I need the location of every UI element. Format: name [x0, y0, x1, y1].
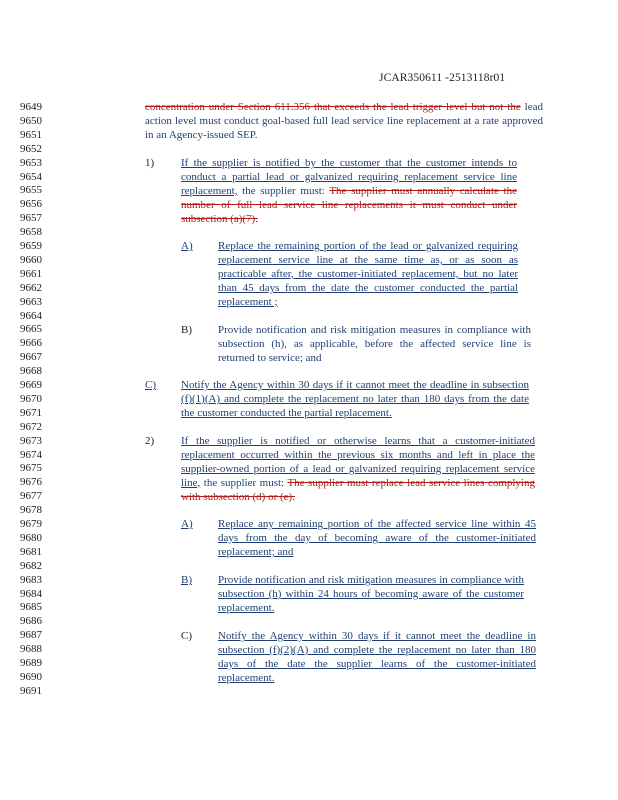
line-number: 9672: [20, 420, 42, 433]
deleted-text: The supplier must annually calculate the number of full lead service line replacements it must conduct under subsection (a)(7).: [181, 184, 517, 225]
paragraph-2b: Provide notification and risk mitigation measures in compliance with subsection (h) within 24 hours of becoming aware of the customer replacement.: [218, 574, 524, 614]
paragraph-intro: [145, 101, 543, 143]
item-label-2b: B): [181, 574, 192, 586]
line-number: 9657: [20, 212, 42, 225]
line-number: 9668: [20, 365, 42, 378]
line-number: 9655: [20, 184, 42, 197]
line-number: 9662: [20, 281, 42, 294]
plain-text: the supplier must:: [200, 476, 288, 489]
inserted-text: lead action level must conduct goal-based full lead service line replacement at a rate approved in an Agency-issued SEP.: [145, 101, 543, 141]
inserted-text: If the supplier is notified by the customer that the customer intends to conduct a partial lead or galvanized requiring replacement service line replacement,: [181, 157, 517, 197]
item-label-2: 2): [145, 435, 155, 447]
line-number: 9686: [20, 615, 42, 628]
line-number: 9687: [20, 629, 42, 642]
item-label-1b: B): [181, 324, 192, 336]
line-number: 9676: [20, 476, 42, 489]
paragraph-1c: Notify the Agency within 30 days if it cannot meet the deadline in subsection (f)(1)(A) and complete the replacement no later than 180 days from the date the customer conducted the partial replacement.: [181, 379, 529, 419]
paragraph-1b: Provide notification and risk mitigation measures in compliance with subsection (h), as applicable, before the affected service line is returned to service; and: [218, 324, 531, 364]
line-number: 9673: [20, 434, 42, 447]
line-number: 9658: [20, 226, 42, 239]
deleted-text: The supplier must replace lead service lines complying with subsection (d) or (e).: [181, 476, 535, 503]
paragraph-2c: Notify the Agency within 30 days if it cannot meet the deadline in subsection (f)(2)(A) and complete the replacement no later than 180 days of the date the supplier learns of the customer-initiated replacement.: [218, 630, 536, 684]
line-number: 9677: [20, 490, 42, 503]
line-number: 9654: [20, 170, 42, 183]
item-label-2c: C): [181, 630, 192, 642]
line-number: 9667: [20, 351, 42, 364]
line-number: 9665: [20, 323, 42, 336]
line-number: 9688: [20, 643, 42, 656]
line-number: 9661: [20, 267, 42, 280]
plain-text: the supplier must:: [237, 184, 330, 197]
line-number: 9670: [20, 392, 42, 405]
line-number: 9652: [20, 142, 42, 155]
paragraph-2: [181, 435, 535, 505]
line-number: 9683: [20, 573, 42, 586]
inserted-text: If the supplier is notified or otherwise learns that a customer-initiated replacement occurred within the previous six months and left in place the supplier-owned portion of a lead or galvanized requiring replacement service line,: [181, 435, 535, 489]
line-number: 9690: [20, 670, 42, 683]
paragraph-1: [181, 157, 517, 227]
line-number: 9681: [20, 545, 42, 558]
deleted-text: concentration under Section 611.356 that exceeds the lead trigger level but not the: [145, 101, 521, 113]
line-number: 9674: [20, 448, 42, 461]
line-number: 9675: [20, 462, 42, 475]
line-number: 9680: [20, 531, 42, 544]
paragraph-2a: Replace any remaining portion of the affected service line within 45 days from the day of becoming aware of the customer-initiated replacement; and: [218, 518, 536, 558]
line-number: 9663: [20, 295, 42, 308]
line-number: 9689: [20, 657, 42, 669]
line-number: 9685: [20, 601, 42, 614]
item-label-1a: A): [181, 240, 193, 252]
item-label-1: 1): [145, 157, 155, 169]
line-number: 9656: [20, 198, 42, 211]
line-number: 9679: [20, 518, 42, 530]
line-number: 9659: [20, 240, 42, 252]
paragraph-1a: Replace the remaining portion of the lead or galvanized requiring replacement service line at the same time as, or as soon as practicable after, the customer-initiated replacement, but no later than 45 days from the date the customer conducted the partial replacement ;: [218, 240, 518, 308]
item-label-1c: C): [145, 379, 156, 391]
line-number: 9650: [20, 114, 42, 127]
line-number: 9649: [20, 101, 42, 113]
line-number: 9669: [20, 379, 42, 391]
item-label-2a: A): [181, 518, 193, 530]
document-header: JCAR350611 -2513118r01: [379, 72, 506, 84]
line-number: 9653: [20, 156, 42, 169]
line-number: 9684: [20, 587, 42, 600]
line-number: 9671: [20, 406, 42, 419]
line-number: 9666: [20, 337, 42, 350]
line-number: 9682: [20, 559, 42, 572]
line-number: 9660: [20, 253, 42, 266]
line-number: 9651: [20, 128, 42, 141]
line-number: 9664: [20, 309, 42, 322]
line-number: 9691: [20, 684, 42, 697]
line-number: 9678: [20, 504, 42, 517]
